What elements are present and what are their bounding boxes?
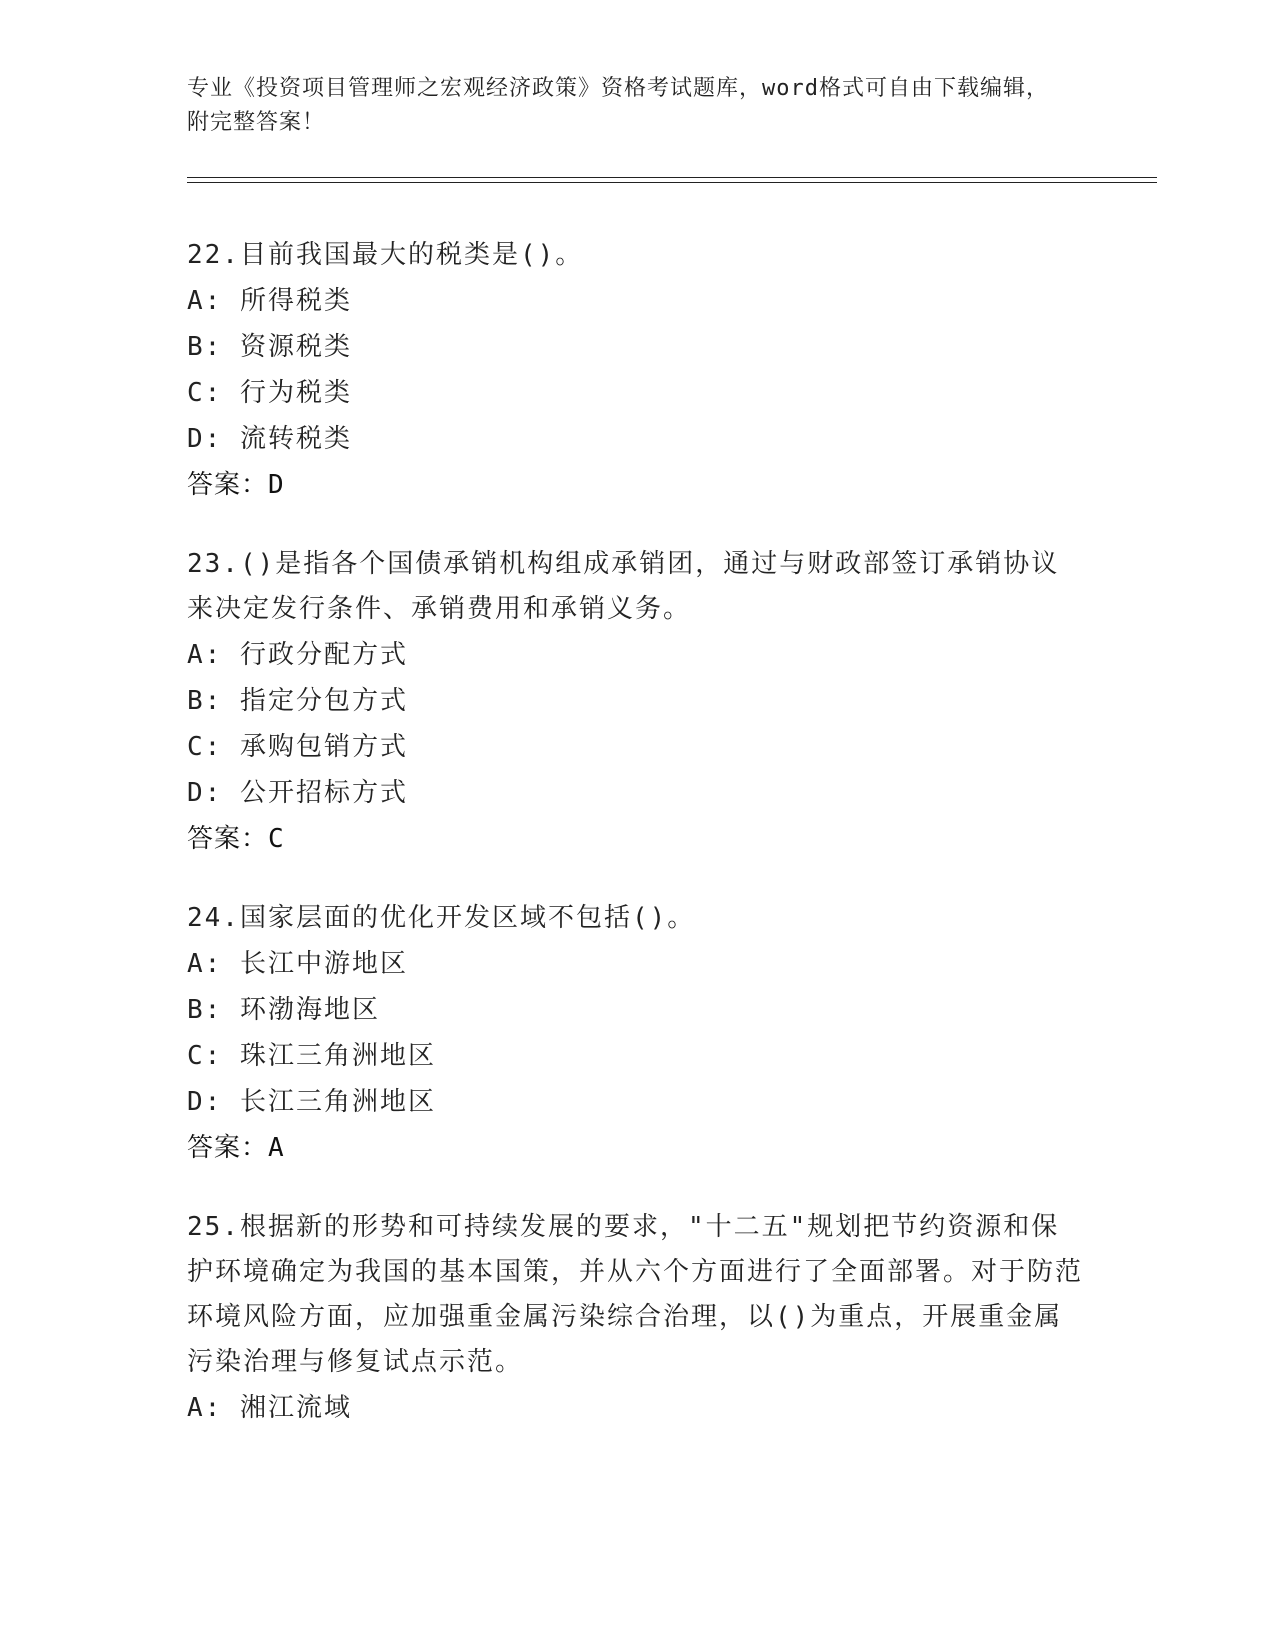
answer-label: 答案： xyxy=(187,470,269,500)
option-d: D: 公开招标方式 xyxy=(187,778,408,808)
option-d: D: 流转税类 xyxy=(187,424,352,454)
option-a: A: 长江中游地区 xyxy=(187,949,408,979)
option-c: C: 承购包销方式 xyxy=(187,732,408,762)
option-a: A: 湘江流域 xyxy=(187,1393,352,1423)
answer-label: 答案： xyxy=(187,824,269,854)
answer-line xyxy=(187,816,1087,862)
answer-label: 答案： xyxy=(187,1133,269,1163)
question-23 xyxy=(187,542,1087,862)
option-c: C: 行为税类 xyxy=(187,378,352,408)
answer-value: A xyxy=(268,1133,285,1163)
option-b: B: 指定分包方式 xyxy=(187,686,408,716)
question-25 xyxy=(187,1205,1087,1431)
answer-line xyxy=(187,1125,1087,1171)
answer-line xyxy=(187,462,1087,508)
option-c: C: 珠江三角洲地区 xyxy=(187,1041,436,1071)
question-list xyxy=(187,233,1087,1465)
option-a: A: 所得税类 xyxy=(187,286,352,316)
option-b: B: 环渤海地区 xyxy=(187,995,380,1025)
answer-value: C xyxy=(268,824,285,854)
option-b: B: 资源税类 xyxy=(187,332,352,362)
question-stem: 24.国家层面的优化开发区域不包括()。 xyxy=(187,903,696,933)
question-stem: 25.根据新的形势和可持续发展的要求，"十二五"规划把节约资源和保护环境确定为我国的基本国策，并从六个方面进行了全面部署。对于防范环境风险方面，应加强重金属污染综合治理，以()为重点，开展重金属污染治理与修复试点示范。 xyxy=(187,1212,1084,1377)
header-divider-top xyxy=(187,177,1157,178)
header-divider-bottom xyxy=(187,182,1157,183)
document-header: 专业《投资项目管理师之宏观经济政策》资格考试题库，word格式可自由下载编辑，附完整答案！ xyxy=(187,76,1049,135)
question-stem: 22.目前我国最大的税类是()。 xyxy=(187,240,584,270)
option-a: A: 行政分配方式 xyxy=(187,640,408,670)
question-stem: 23.()是指各个国债承销机构组成承销团，通过与财政部签订承销协议来决定发行条件、承销费用和承销义务。 xyxy=(187,549,1060,624)
option-d: D: 长江三角洲地区 xyxy=(187,1087,436,1117)
question-24 xyxy=(187,896,1087,1171)
question-22 xyxy=(187,233,1087,508)
answer-value: D xyxy=(268,470,285,500)
